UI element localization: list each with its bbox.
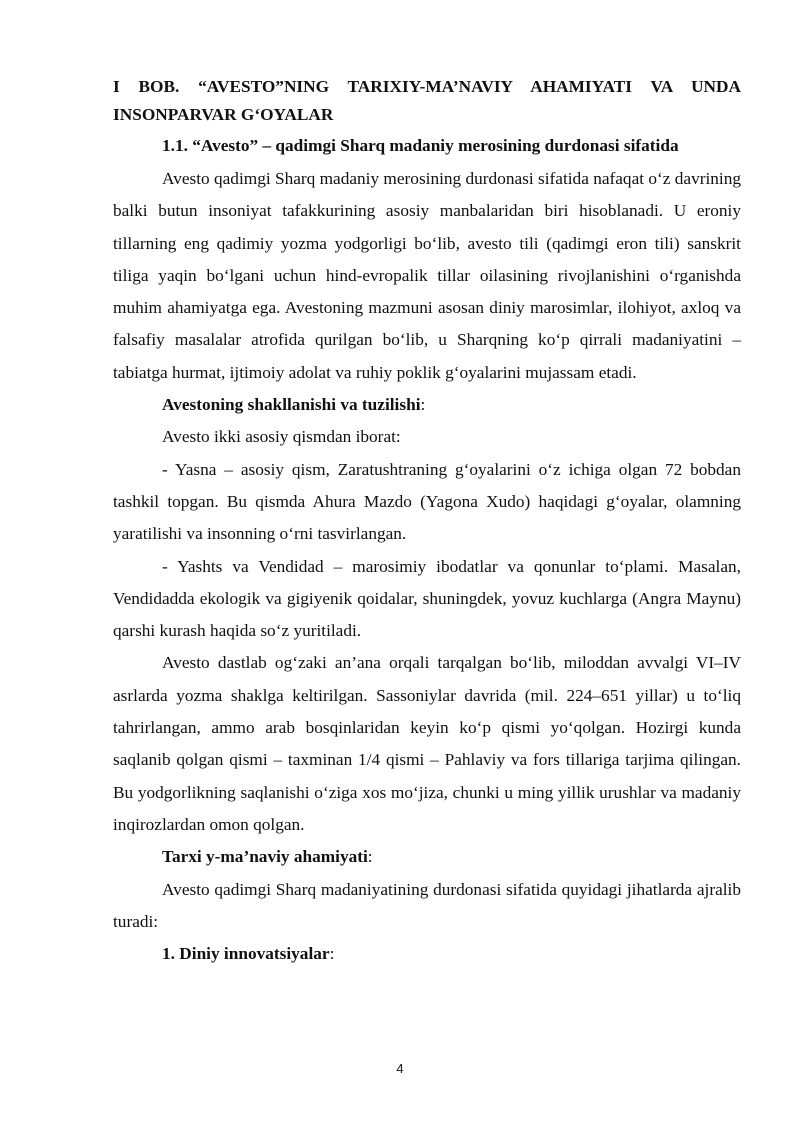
paragraph-yashts: - Yashts va Vendidad – marosimiy ibodatlar va qonunlar to‘plami. Masalan, Vendidadda ekologik va gigiyenik qoidalar, shuningdek, yovuz kuchlarga (Angra Maynu) qarshi kurash haqida so‘z yuritiladi. — [113, 556, 741, 641]
paragraph-history: Avesto dastlab og‘zaki an’ana orqali tarqalgan bo‘lib, miloddan avvalgi VI–IV asrlarda yozma shaklga keltirilgan. Sassoniylar davrida (mil. 224–651 yillar) u to‘liq tahrirlangan, ammo arab bosqinlaridan keyin ko‘p qismi yo‘qolgan. Hozirgi kunda saqlanib qolgan qismi – taxminan 1/4 qismi – Pahlaviy va fors tillariga tarjima qilingan. Bu yodgorlikning saqlanishi o‘ziga xos mo‘jiza, chunki u ming yillik urushlar va madaniy inqirozlardan omon qolgan. — [113, 653, 741, 834]
subheading-structure-text: Avestoning shakllanishi va tuzilishi — [162, 395, 421, 415]
paragraph-intro: Avesto qadimgi Sharq madaniy merosining durdonasi sifatida nafaqat o‘z davrining balki butun insoniyat tafakkurining asosiy manbalaridan biri hisoblanadi. U eroniy tillarning eng qadimiy yozma yodgorligi bo‘lib, avesto tili (qadimgi eron tili) sanskrit tiliga yaqin bo‘lgani uchun hind-evropalik tillar oilasining rivojlanishini o‘rganishda muhim ahamiyatga ega. Avestoning mazmuni asosan diniy marosimlar, ilohiyot, axloq va falsafiy masalalar atrofida qurilgan bo‘lib, u Sharqning ko‘p qirrali madaniyatini – tabiatga hurmat, ijtimoiy adolat va ruhiy poklik g‘oyalarini mujassam etadi. — [113, 169, 741, 382]
paragraph-yasna: - Yasna – asosiy qism, Zaratushtraning g‘oyalarini o‘z ichiga olgan 72 bobdan tashkil topgan. Bu qismda Ahura Mazdo (Yagona Xudo) haqidagi g‘oyalar, olamning yaratilishi va insonning o‘rni tasvirlangan. — [113, 459, 741, 544]
paragraph-significance: Avesto qadimgi Sharq madaniyatining durdonasi sifatida quyidagi jihatlarda ajralib turadi: — [113, 879, 741, 931]
subheading-structure-colon: : — [420, 395, 426, 415]
paragraph-parts: Avesto ikki asosiy qismdan iborat: — [162, 427, 401, 447]
page-content — [113, 73, 741, 970]
subheading-religious-text: 1. Diniy innovatsiyalar — [162, 944, 330, 964]
subheading-significance — [113, 841, 741, 873]
subheading-structure — [113, 389, 741, 421]
subheading-significance-colon: : — [367, 847, 373, 867]
subheading-religious — [113, 938, 741, 970]
section-title: 1.1. “Avesto” – qadimgi Sharq madaniy merosining durdonasi sifatida — [162, 136, 679, 155]
chapter-title: I BOB. “AVESTO”NING TARIXIY-MA’NAVIY AHAMIYATI VA UNDA INSONPARVAR G‘OYALAR — [113, 77, 741, 124]
page-number: 4 — [396, 1061, 404, 1076]
subheading-religious-colon: : — [329, 944, 335, 964]
subheading-significance-text: Tarxi y-ma’naviy ahamiyati — [162, 847, 368, 867]
